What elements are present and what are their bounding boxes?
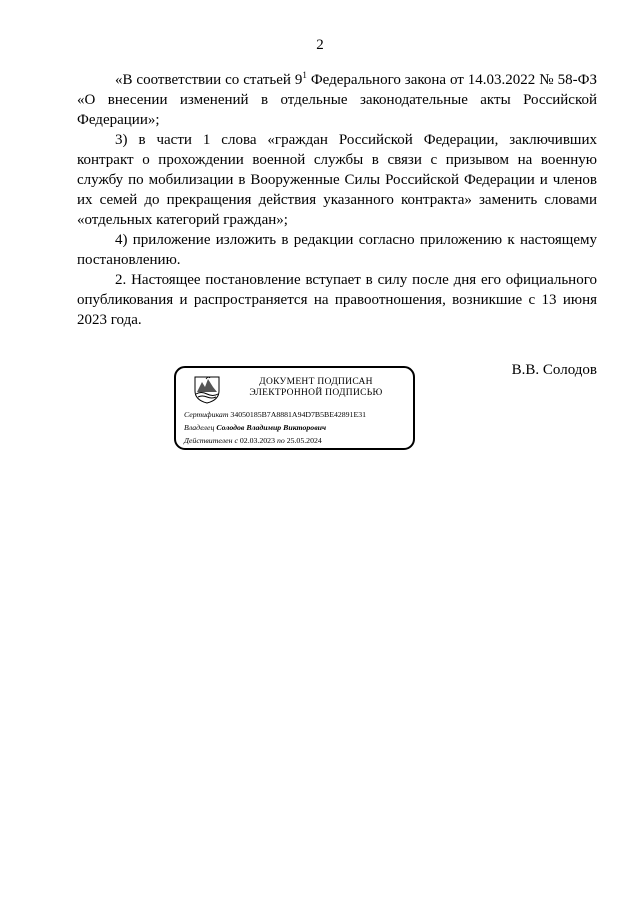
- paragraph-1-text-b: Федерального закона от 14.03.2022 № 58-ФЗ «О внесении изменений в отдельные законодательные акты Российской Федерации»;: [77, 72, 597, 128]
- stamp-header: [226, 377, 406, 399]
- validity-line: [184, 436, 322, 445]
- page-number: 2: [316, 37, 324, 53]
- owner-label: Владелец: [184, 423, 215, 432]
- paragraph-2: 3) в части 1 слова «граждан Российской Федерации, заключивших контракт о прохождении военной службы в связи с призывом на военную службу по мобилизации в Вооруженные Силы Российской Федерации и членов их семей до прекращения действия указанного контракта» заменить словами «отдельных категорий граждан»;: [77, 132, 597, 228]
- validity-label: Действителен: [184, 436, 233, 445]
- certificate-label: Сертификат: [184, 410, 229, 419]
- validity-from-word: с: [234, 436, 238, 445]
- certificate-line: [184, 410, 366, 419]
- stamp-header-line-2: ЭЛЕКТРОННОЙ ПОДПИСЬЮ: [249, 388, 383, 398]
- certificate-value: 34050185B7A8881A94D7B5BE42891E31: [230, 410, 367, 419]
- paragraph-4: 2. Настоящее постановление вступает в силу после дня его официального опубликования и распространяется на правоотношения, возникшие с 13 июня 2023 года.: [77, 272, 597, 328]
- e-signature-stamp: [174, 366, 415, 450]
- owner-value: Солодов Владимир Викторович: [216, 423, 327, 432]
- kamchatka-emblem-icon: [192, 374, 222, 404]
- paragraph-1-text-a: «В соответствии со статьей 9: [115, 72, 303, 88]
- validity-to-date: 25.05.2024: [286, 436, 322, 445]
- owner-line: [184, 423, 326, 432]
- stamp-header-line-1: ДОКУМЕНТ ПОДПИСАН: [259, 377, 373, 387]
- paragraph-1: [77, 70, 597, 130]
- signer-name: В.В. Солодов: [511, 362, 597, 378]
- document-body: [77, 70, 597, 330]
- superscript-1: 1: [302, 70, 307, 80]
- validity-from-date: 02.03.2023: [239, 436, 275, 445]
- validity-to-word: по: [276, 436, 285, 445]
- paragraph-3: 4) приложение изложить в редакции согласно приложению к настоящему постановлению.: [77, 232, 597, 268]
